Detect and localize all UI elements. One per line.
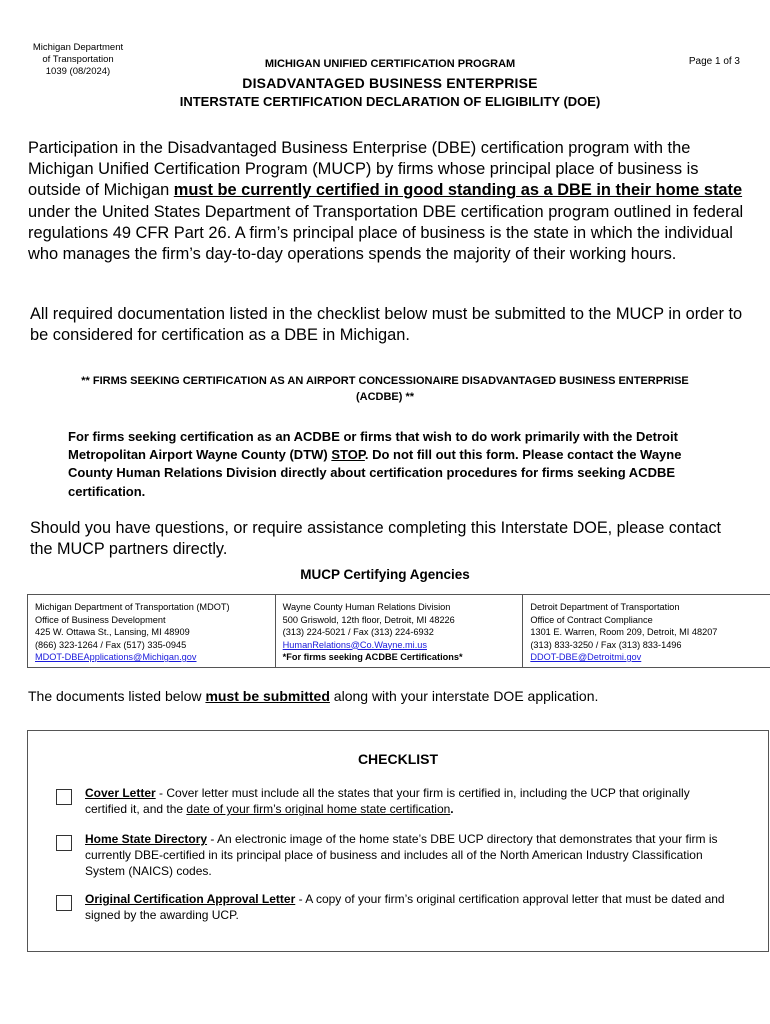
department-name-line1: Michigan Department: [32, 42, 124, 53]
checklist-item-underlined: date of your firm’s original home state certification: [186, 802, 451, 817]
form-subtitle: INTERSTATE CERTIFICATION DECLARATION OF ELIGIBILITY (DOE): [179, 94, 601, 109]
agency-name: Detroit Department of Transportation: [530, 602, 680, 612]
page-number: Page 1 of 3: [688, 56, 740, 67]
agency-name: Michigan Department of Transportation (MDOT): [35, 602, 230, 612]
documents-text-start: The documents listed below: [28, 688, 206, 704]
checklist-item-text: [85, 785, 725, 817]
form-number: 1039 (08/2024): [45, 66, 111, 77]
agency-email-link[interactable]: DDOT-DBE@Detroitmi.gov: [530, 652, 642, 662]
checklist-item-label: Home State Directory: [85, 832, 208, 846]
agency-office: Office of Business Development: [35, 614, 166, 625]
intro-text-end: under the United States Department of Transportation DBE certification program outlined in federal regulations 49 CFR Part 26. A firm’s principal place of business is the state in which the individual who manages the firm’s day-to-day operations spends the majority of their working hours.: [28, 202, 744, 264]
documents-emphasis: must be submitted: [205, 688, 330, 704]
original-approval-letter-checkbox[interactable]: [56, 895, 72, 911]
cover-letter-checkbox[interactable]: [56, 789, 72, 805]
documents-note: [28, 688, 744, 704]
agency-address: 1301 E. Warren, Room 209, Detroit, MI 48207: [530, 627, 718, 637]
acdbe-text-start: For firms seeking certification as an ACDBE or firms that wish to do work primarily with the Detroit Metropolitan Airport Wayne County (DTW): [68, 429, 678, 463]
agency-email-link[interactable]: HumanRelations@Co.Wayne.mi.us: [282, 639, 427, 650]
agency-name: Wayne County Human Relations Division: [282, 602, 451, 612]
program-name: MICHIGAN UNIFIED CERTIFICATION PROGRAM: [264, 58, 516, 70]
agencies-title: MUCP Certifying Agencies: [300, 567, 470, 582]
form-title: DISADVANTAGED BUSINESS ENTERPRISE: [242, 75, 538, 91]
department-name-line2: of Transportation: [42, 54, 114, 65]
checklist-box: [27, 730, 769, 952]
documents-text-end: along with your interstate DOE application.: [329, 688, 599, 704]
checklist-item-end: .: [450, 802, 454, 817]
agencies-table: [27, 594, 770, 668]
checklist-item-description: - A copy of your firm’s original certification approval letter that must be dated and signed by the awarding UCP.: [85, 892, 725, 923]
intro-text-start: Participation in the Disadvantaged Business Enterprise (DBE) certification program with the Michigan Unified Certification Program (MUCP) by firms whose principal place of business is outside of Michigan: [28, 139, 699, 200]
checklist-item-label: Cover Letter: [85, 786, 156, 800]
checklist-item-description: - An electronic image of the home state’s DBE UCP directory that demonstrates that your firm is currently DBE-certified in its principal place of business and includes all of the North American Industry Classification System (NAICS) codes.: [85, 832, 718, 879]
agency-mdot: [28, 595, 275, 667]
intro-paragraph: [28, 138, 746, 265]
checklist-title: CHECKLIST: [357, 751, 439, 767]
checklist-item-text: [85, 891, 725, 923]
agency-phone: (313) 833-3250 / Fax (313) 833-1496: [530, 639, 682, 650]
department-block: [26, 42, 130, 78]
agency-address: 500 Griswold, 12th floor, Detroit, MI 48226: [282, 614, 455, 625]
agency-ddot: [522, 595, 770, 667]
agency-phone: (866) 323-1264 / Fax (517) 335-0945: [35, 639, 187, 650]
questions-note: Should you have questions, or require assistance completing this Interstate DOE, please contact the MUCP partners directly.: [30, 519, 722, 558]
acdbe-text-end: . Do not fill out this form. Please contact the Wayne County Human Relations Division directly about certification procedures for firms seeking ACDBE certification.: [68, 447, 682, 499]
acdbe-heading: ** FIRMS SEEKING CERTIFICATION AS AN AIRPORT CONCESSIONAIRE DISADVANTAGED BUSINESS ENTERPRISE (ACDBE) **: [81, 375, 689, 403]
intro-requirement-emphasis: must be currently certified in good standing as a DBE in their home state: [173, 181, 743, 200]
checklist-item-label: Original Certification Approval Letter: [85, 892, 296, 906]
agency-address: 425 W. Ottawa St., Lansing, MI 48909: [35, 627, 190, 637]
agency-wayne-county: [275, 595, 523, 667]
home-state-directory-checkbox[interactable]: [56, 835, 72, 851]
agency-office: Office of Contract Compliance: [530, 614, 653, 625]
checklist-item-text: [85, 831, 725, 880]
documentation-note: All required documentation listed in the checklist below must be submitted to the MUCP in order to be considered for certification as a DBE in Michigan.: [30, 305, 743, 344]
acdbe-instructions: [68, 428, 708, 501]
agency-phone: (313) 224-5021 / Fax (313) 224-6932: [282, 627, 434, 637]
agency-email-link[interactable]: MDOT-DBEApplications@Michigan.gov: [35, 652, 197, 662]
checklist-item-description: - Cover letter must include all the states that your firm is certified in, including the UCP that originally certified it, and the: [85, 786, 690, 817]
agency-note: *For firms seeking ACDBE Certifications*: [282, 652, 463, 662]
acdbe-stop: STOP: [331, 447, 365, 463]
